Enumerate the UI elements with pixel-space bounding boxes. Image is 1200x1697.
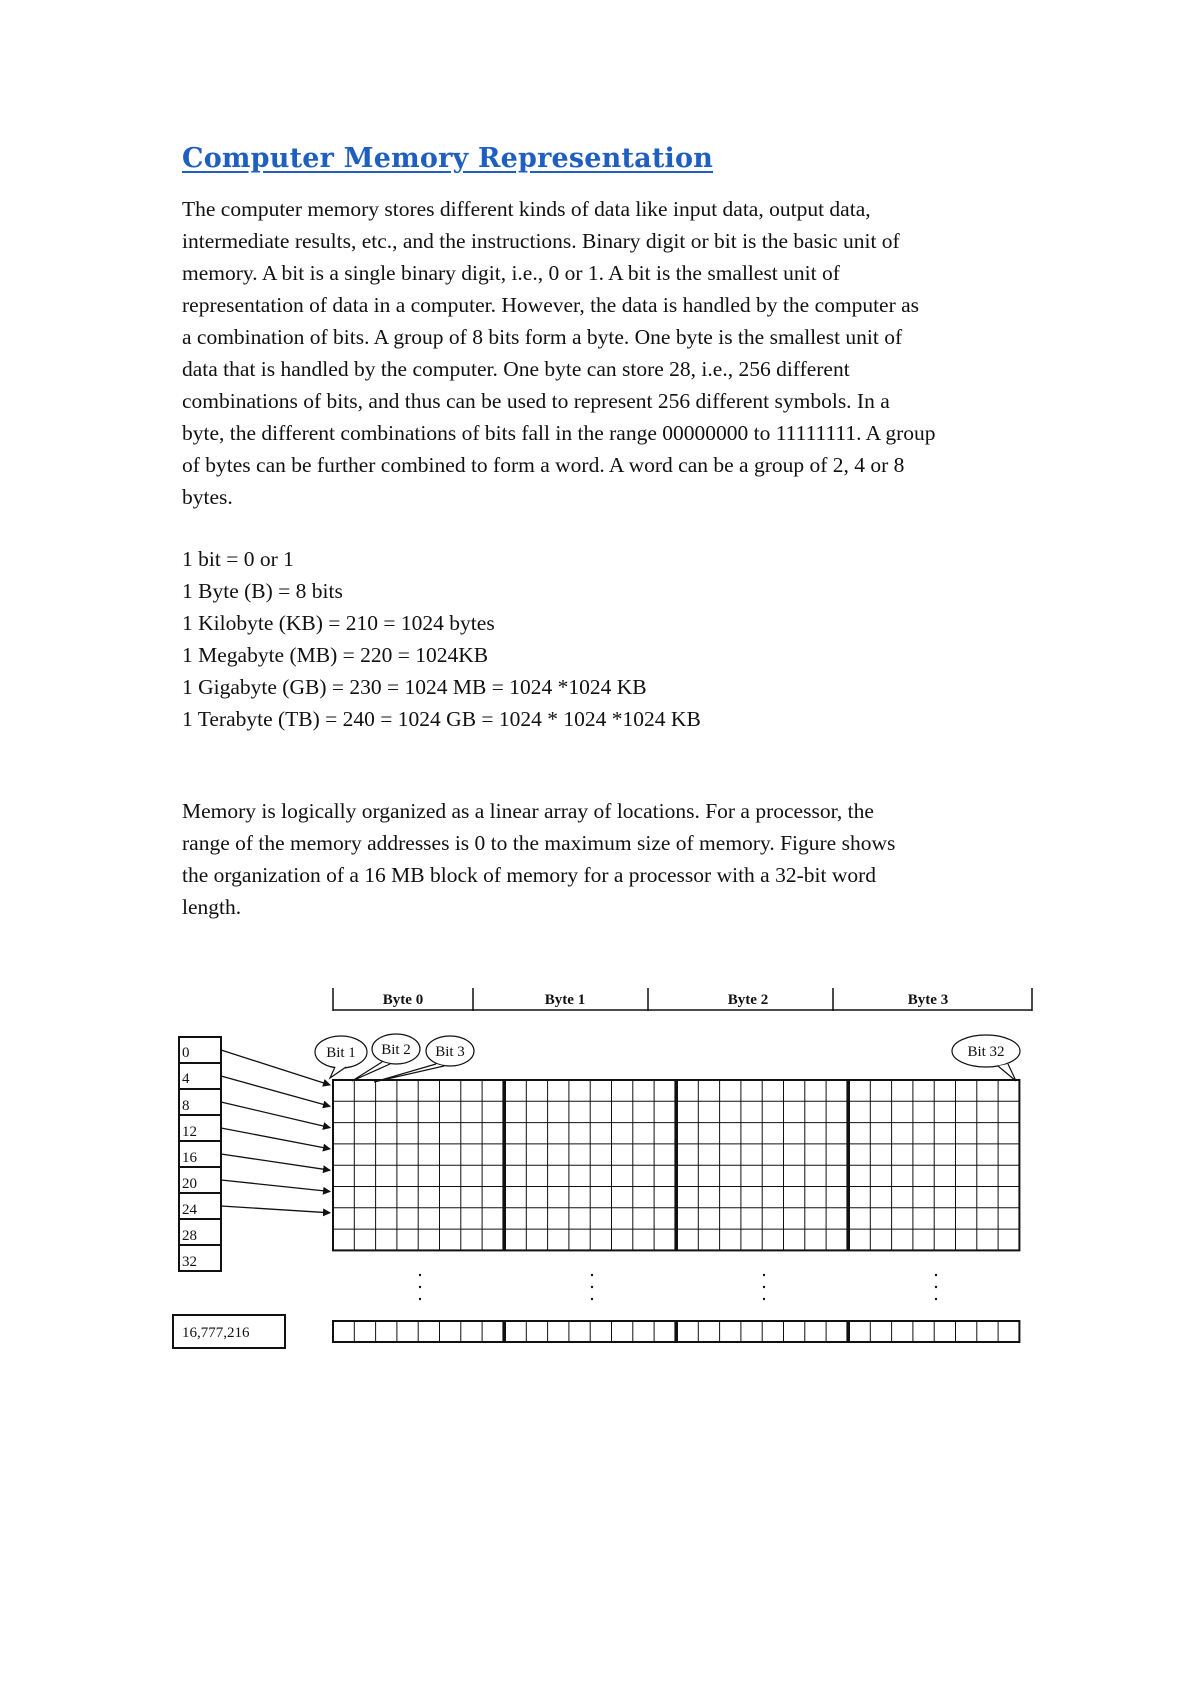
paragraph-line: byte, the different combinations of bits fall in the range 00000000 to 11111111. A group <box>182 421 936 445</box>
address-arrows <box>221 1050 330 1213</box>
address-arrow <box>221 1206 330 1213</box>
bit-callout-label: Bit 2 <box>381 1042 411 1058</box>
bit-grid <box>333 1080 1019 1250</box>
paragraph-line: data that is handled by the computer. One byte can store 28, i.e., 256 different <box>182 357 850 381</box>
bit-callout <box>315 1036 367 1078</box>
unit-conversion-list <box>182 543 701 735</box>
bit-callout-label: Bit 32 <box>967 1044 1005 1060</box>
ellipsis-dot <box>935 1274 937 1276</box>
byte-labels <box>383 992 948 1008</box>
bit-callouts <box>315 1034 1020 1082</box>
ellipsis-dot <box>935 1298 937 1300</box>
address-label: 16 <box>182 1150 197 1166</box>
address-arrow <box>221 1050 330 1085</box>
address-labels <box>182 1045 198 1270</box>
paragraph-line: length. <box>182 895 242 919</box>
unit-conversion-item: 1 Byte (B) = 8 bits <box>182 579 343 603</box>
address-label: 20 <box>182 1176 197 1192</box>
address-label: 0 <box>182 1045 190 1061</box>
memory-organization-paragraph <box>182 795 1042 923</box>
byte-label: Byte 1 <box>544 992 586 1008</box>
paragraph-line: combinations of bits, and thus can be used to represent 256 different symbols. In a <box>182 389 890 413</box>
address-label: 8 <box>182 1098 190 1114</box>
paragraph-line: bytes. <box>182 485 233 509</box>
paragraph-line: The computer memory stores different kinds of data like input data, output data, <box>182 197 871 221</box>
paragraph-line: intermediate results, etc., and the instructions. Binary digit or bit is the basic unit of <box>182 229 900 253</box>
byte-label: Byte 3 <box>907 992 949 1008</box>
paragraph-line: a combination of bits. A group of 8 bits form a byte. One byte is the smallest unit of <box>182 325 903 349</box>
paragraph-line: representation of data in a computer. However, the data is handled by the computer as <box>182 293 920 317</box>
memory-diagram <box>170 985 1040 1365</box>
ellipsis-dot <box>763 1298 765 1300</box>
page-title: Computer Memory Representation <box>182 143 714 174</box>
byte-label: Byte 2 <box>727 992 769 1008</box>
ellipsis-dot <box>763 1274 765 1276</box>
address-arrow <box>221 1154 330 1170</box>
bit-callout-label: Bit 1 <box>326 1045 356 1061</box>
ellipsis-dot <box>763 1286 765 1288</box>
paragraph-line: Memory is logically organized as a linear array of locations. For a processor, the <box>182 799 874 823</box>
address-label: 28 <box>182 1228 197 1244</box>
address-label: 4 <box>182 1071 190 1087</box>
address-arrow <box>221 1128 330 1149</box>
unit-conversion-item: 1 Gigabyte (GB) = 230 = 1024 MB = 1024 *1024 KB <box>182 675 647 699</box>
ellipsis-dot <box>419 1274 421 1276</box>
last-row-grid <box>333 1321 1019 1342</box>
paragraph-line: memory. A bit is a single binary digit, i.e., 0 or 1. A bit is the smallest unit of <box>182 261 840 285</box>
address-arrow <box>221 1102 330 1128</box>
last-address-row <box>173 1315 285 1348</box>
unit-conversion-item: 1 Megabyte (MB) = 220 = 1024KB <box>182 643 489 667</box>
ellipsis-dot <box>591 1274 593 1276</box>
ellipsis-dot <box>419 1286 421 1288</box>
memory-organization-figure <box>170 985 1040 1365</box>
bit-callout-label: Bit 3 <box>435 1044 465 1060</box>
ellipsis-dot <box>591 1286 593 1288</box>
ellipsis-dots <box>419 1274 937 1300</box>
paragraph-line: the organization of a 16 MB block of memory for a processor with a 32-bit word <box>182 863 877 887</box>
ellipsis-dot <box>935 1286 937 1288</box>
bit-callout <box>952 1035 1020 1081</box>
address-arrow <box>221 1076 330 1106</box>
address-label: 24 <box>182 1202 197 1218</box>
unit-conversion-item: 1 bit = 0 or 1 <box>182 547 294 571</box>
intro-paragraph <box>182 193 1042 513</box>
unit-conversion-item: 1 Kilobyte (KB) = 210 = 1024 bytes <box>182 611 495 635</box>
byte-label: Byte 0 <box>382 992 424 1008</box>
ellipsis-dot <box>591 1298 593 1300</box>
paragraph-line: range of the memory addresses is 0 to the maximum size of memory. Figure shows <box>182 831 896 855</box>
unit-conversion-item: 1 Terabyte (TB) = 240 = 1024 GB = 1024 * 1024 *1024 KB <box>182 707 701 731</box>
last-address-label: 16,777,216 <box>182 1325 250 1341</box>
ellipsis-dot <box>419 1298 421 1300</box>
address-label: 32 <box>182 1254 197 1270</box>
address-label: 12 <box>182 1124 197 1140</box>
address-arrow <box>221 1180 330 1192</box>
paragraph-line: of bytes can be further combined to form a word. A word can be a group of 2, 4 or 8 <box>182 453 905 477</box>
